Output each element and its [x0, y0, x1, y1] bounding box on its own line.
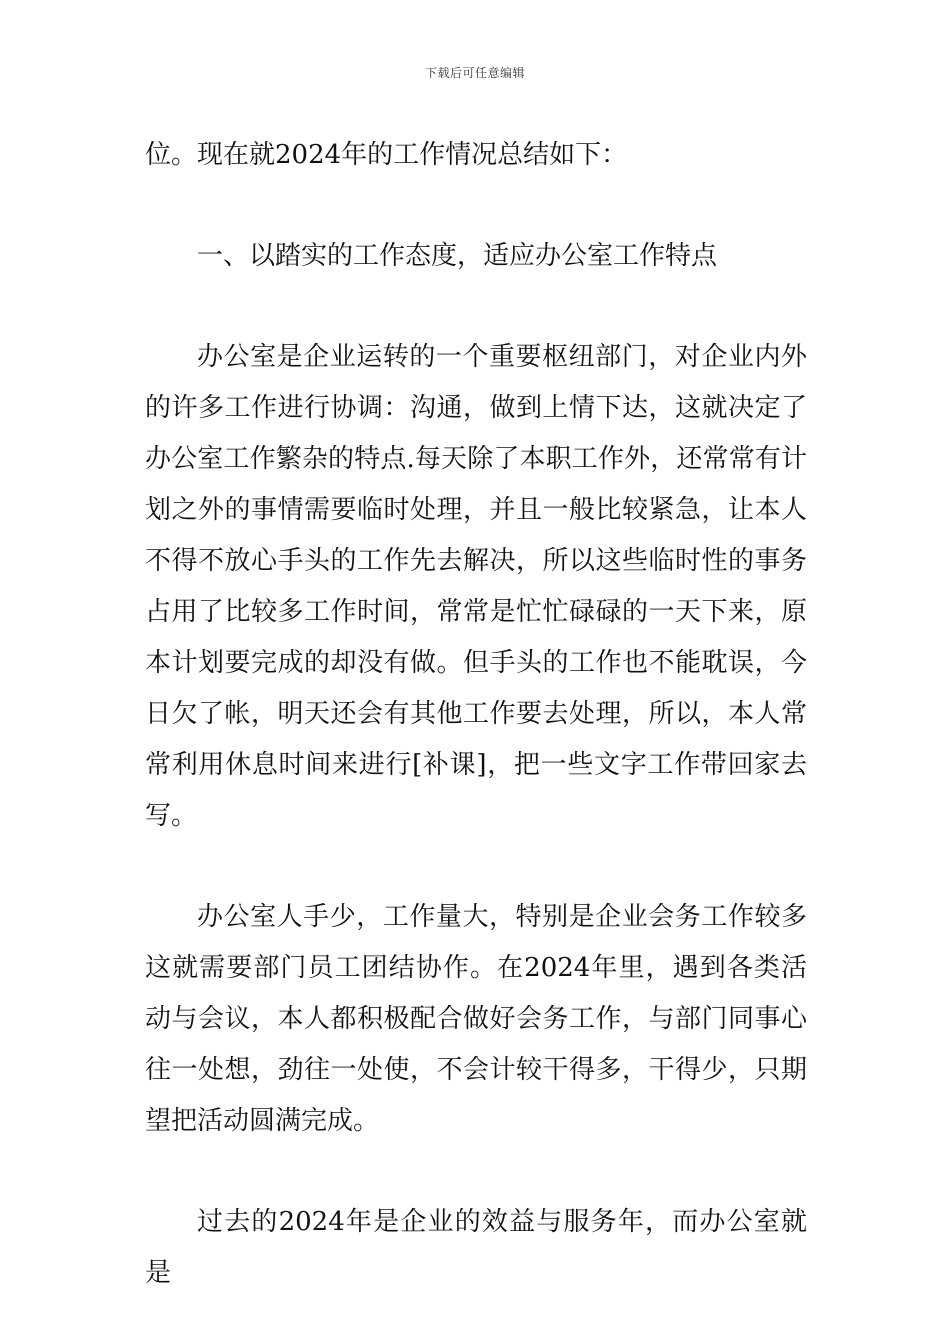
- page-header-note: 下载后可任意编辑: [424, 66, 525, 80]
- paragraph-office-role: 办公室是企业运转的一个重要枢纽部门，对企业内外的许多工作进行协调：沟通，做到上情下达，这就决定了办公室工作繁杂的特点.每天除了本职工作外，还常常有计划之外的事情需要临时处理，并且一般比较紧急，让本人不得不放心手头的工作先去解决，所以这些临时性的事务占用了比较多工作时间，常常是忙忙碌碌的一天下来，原本计划要完成的却没有做。但手头的工作也不能耽误，今日欠了帐，明天还会有其他工作要去处理，所以，本人常常利用休息时间来进行[补课]，把一些文字工作带回家去写。: [145, 342, 807, 831]
- document-body: [145, 130, 807, 1299]
- paragraph-year-review: 过去的2024年是企业的效益与服务年，而办公室就是: [145, 1207, 807, 1288]
- section-heading: 一、以踏实的工作态度，适应办公室工作特点: [197, 241, 718, 271]
- paragraph-continuation: 位。现在就2024年的工作情况总结如下：: [145, 140, 628, 170]
- paragraph-teamwork: 办公室人手少，工作量大，特别是企业会务工作较多这就需要部门员工团结协作。在2024年里，遇到各类活动与会议，本人都积极配合做好会务工作，与部门同事心往一处想，劲往一处使，不会计较干得多，干得少，只期望把活动圆满完成。: [145, 902, 807, 1136]
